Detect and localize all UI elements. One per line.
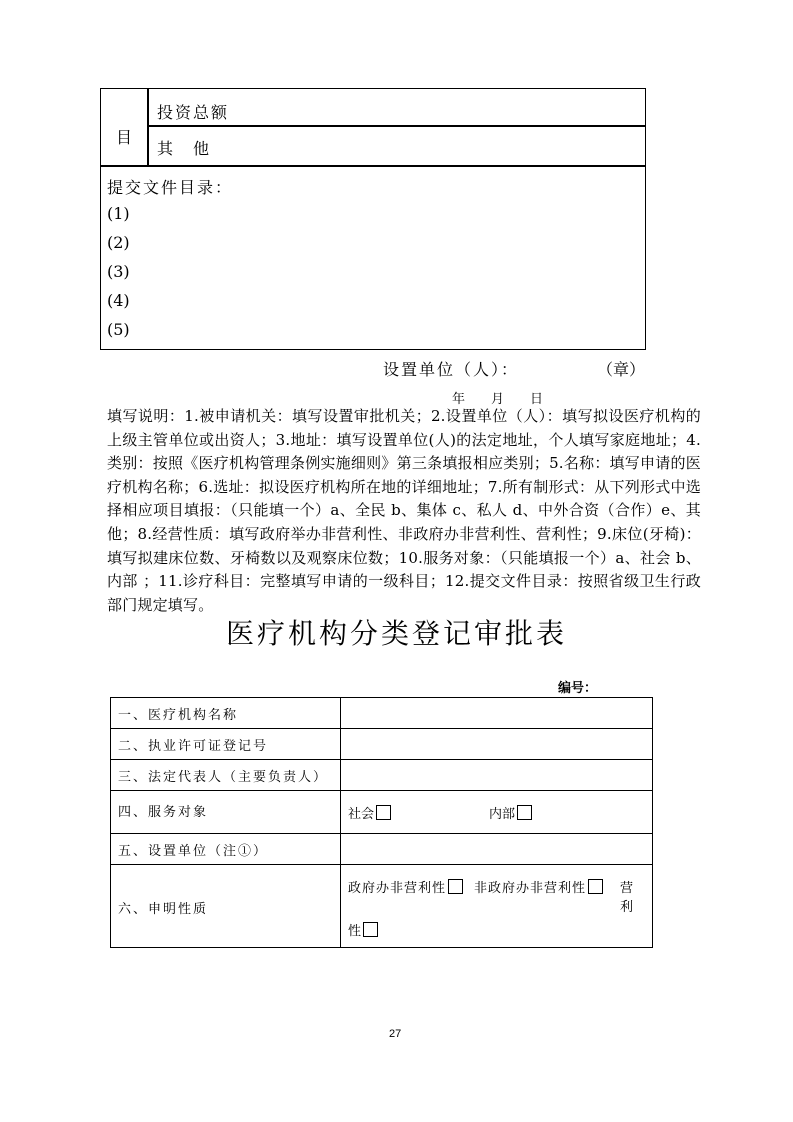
checkbox[interactable] [363, 922, 378, 937]
service-option-internal[interactable] [489, 803, 532, 822]
file-item: (5) [107, 320, 130, 339]
option-label: 社会 [348, 807, 375, 822]
side-label: 目 [116, 128, 133, 147]
profit-wrap: 性 [348, 920, 378, 939]
other-label: 其 他 [157, 139, 212, 158]
file-item: (4) [107, 291, 130, 310]
file-item: (3) [107, 262, 130, 281]
checkbox[interactable] [376, 805, 391, 820]
option-label: 内部 [489, 807, 516, 822]
row-label-setup-unit: 五、设置单位（注①） [118, 844, 269, 859]
file-item: (1) [107, 204, 130, 223]
project-table [100, 88, 646, 350]
option-label: 政府办非营利性 [348, 881, 447, 896]
number-label: 编号： [558, 681, 598, 696]
option-label: 营利 [620, 881, 635, 915]
nature-option-profit[interactable] [348, 877, 646, 937]
form-title: 医疗机构分类登记审批表 [225, 617, 567, 650]
date-label: 年 月 日 [452, 392, 544, 407]
row-label-service: 四、服务对象 [118, 805, 209, 820]
row-label-name: 一、医疗机构名称 [118, 708, 239, 723]
seal-label: （章） [597, 360, 646, 379]
row-label-nature: 六、申明性质 [118, 902, 209, 917]
checkbox[interactable] [517, 805, 532, 820]
investment-total-label: 投资总额 [157, 103, 230, 122]
file-item: (2) [107, 233, 130, 252]
page-number: 27 [389, 1028, 402, 1040]
row-label-license: 二、执业许可证登记号 [118, 739, 269, 754]
setup-unit-label: 设置单位（人）： [383, 360, 520, 379]
service-option-society[interactable] [348, 803, 391, 822]
filling-instructions: 填写说明：1.被申请机关：填写设置审批机关；2.设置单位（人）：填写拟设医疗机构的上级主管单位或出资人；3.地址：填写设置单位(人)的法定地址，个人填写家庭地址；4.类别：按照《医疗机构管理条例实施细则》第三条填报相应类别；5.名称：填写申请的医疗机构名称；6.选址：拟设医疗机构所在地的详细地址；7.所有制形式：从下列形式中选择相应项目填报：（只能填一个）a、全民 b、集体 c、私人 d、中外合资（合作）e、其他；8.经营性质：填写政府举办非营利性、非政府办非营利性、营利性；9.床位(牙椅)：填写拟建床位数、牙椅数以及观察床位数；10.服务对象：（只能填报一个）a、社会 b、内部 ；11.诊疗科目：完整填写申请的一级科目；12.提交文件目录：按照省级卫生行政部门规定填写。 [107, 407, 701, 614]
files-title: 提交文件目录： [107, 178, 234, 197]
option-label: 非政府办非营利性 [474, 881, 587, 896]
row-label-legal-rep: 三、法定代表人（主要负责人） [118, 770, 329, 785]
